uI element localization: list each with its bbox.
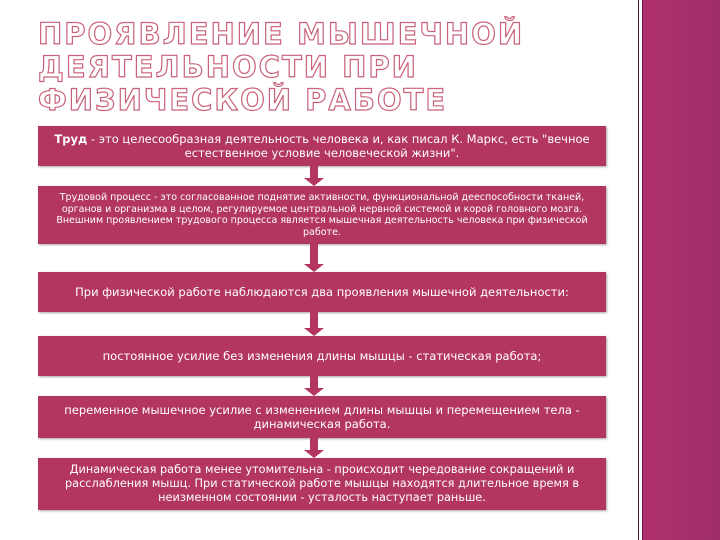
- flow-box-labor-process: [38, 186, 606, 244]
- flow-arrow: [306, 438, 322, 458]
- slide-title: ПРОЯВЛЕНИЕ МЫШЕЧНОЙ ДЕЯТЕЛЬНОСТИ ПРИ ФИЗИЧЕСКОЙ РАБОТЕ: [38, 17, 525, 117]
- flow-box-fatigue-comparison: [38, 458, 606, 510]
- bold-term: Труд: [54, 132, 88, 146]
- flow-box-text: постоянное усилие без изменения длины мышцы - статическая работа;: [102, 349, 542, 363]
- flow-arrow: [306, 376, 322, 396]
- flow-arrow: [306, 312, 322, 336]
- definition-text: - это целесообразная деятельность человека и, как писал К. Маркс, есть "вечное естественное условие человеческой жизни".: [87, 132, 590, 160]
- flow-box-static-work: [38, 336, 606, 376]
- flow-arrow: [306, 244, 322, 272]
- flow-box-labor-definition: [38, 126, 606, 166]
- flow-arrow: [306, 166, 322, 186]
- flow-box-text: [44, 132, 600, 160]
- flow-box-dynamic-work: [38, 396, 606, 438]
- flow-box-two-manifestations: [38, 272, 606, 312]
- flow-box-text: Динамическая работа менее утомительна - происходит чередование сокращений и расслабления мышц. При статической работе мышцы находятся длительное время в неизменном состоянии - усталость наступает раньше.: [64, 463, 580, 504]
- flow-box-text: При физической работе наблюдаются два проявления мышечной деятельности:: [75, 285, 569, 299]
- flow-box-text: Трудовой процесс - это согласованное поднятие активности, функциональной дееспособности тканей, органов и организма в целом, регулируемое центральной нервной системой и корой головного мозга. Внешним проявлением трудового процесса является мышечная деятельность человека при физической работе.: [56, 192, 588, 238]
- side-divider-line: [638, 0, 639, 540]
- decorative-side-band: [642, 0, 720, 540]
- flow-box-text: переменное мышечное усилие с изменением длины мышцы и перемещением тела - динамическая работа.: [64, 403, 580, 431]
